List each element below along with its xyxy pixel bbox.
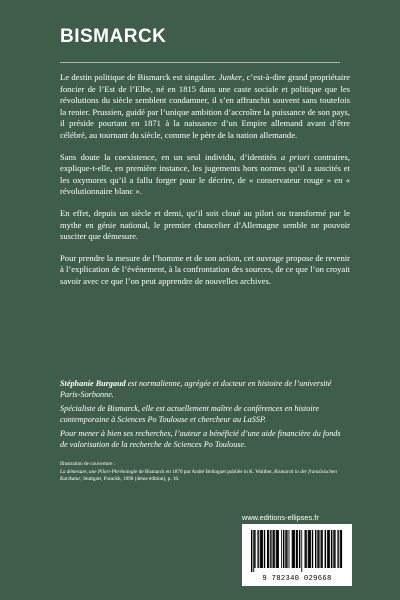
blurb-paragraph-2: Sans doute la coexistence, en un seul individu, d’identités a priori contraires, explique-t-elle, en première instance, les jugements hors normes qu’il a suscités et les oxymores qu’il a fallu forger pour le décrire, de « conservateur rouge » en « révolutionnaire blanc ». <box>60 151 350 197</box>
blurb-emphasis-a-priori: a priori <box>280 151 310 162</box>
author-bio-line-1: Stéphanie Burgaud est normalienne, agrégée et docteur en histoire de l’université Paris-Sorbonne. <box>60 379 332 399</box>
isbn-number: 9 782340 029668 <box>262 575 332 583</box>
book-title: BISMARCK <box>60 26 167 47</box>
credits-text: La démesure, une Pilori-Phrénologie de Bismarck en 1870 par André Belloguet publiée in K. Walther, Bismarck in der französischen Karikatur, Stuttgart, Franckh, 1898 (4ème édition), p. 10. <box>60 468 337 483</box>
blurb-paragraph-3: En effet, depuis un siècle et demi, qu’il soit cloué au pilori ou transformé par le mythe en génie national, le premier chancelier d’Allemagne semble ne pouvoir susciter que démesure. <box>60 207 350 242</box>
author-bio-line-2: Spécialiste de Bismarck, elle est actuellement maître de conférences en histoire contemporaine à Sciences Po Toulouse et chercheur au LaSSP. <box>60 404 320 424</box>
back-cover-blurb <box>60 72 350 298</box>
barcode-icon <box>251 530 343 572</box>
publisher-website: www.editions-ellipses.fr <box>242 513 319 522</box>
blurb-emphasis-junker: Junker <box>218 72 243 82</box>
author-name: Stéphanie Burgaud <box>60 379 126 388</box>
blurb-paragraph-1: Le destin politique de Bismarck est singulier. Junker, c’est-à-dire grand propriétaire foncier de l’Est de l’Elbe, né en 1815 dans une caste sociale et politique que les révolutions du siècle semblent condamner, il s’en affranchit souvent sans toutefois la renier. Prussien, guidé par l’unique ambition d’accroître la puissance de son pays, il préside pourtant en 1871 à la naissance d’un Empire allemand avant d’être célébré, au tournant du siècle, comme le père de la nation allemande. <box>60 72 350 140</box>
author-bio <box>60 378 350 453</box>
blurb-paragraph-4: Pour prendre la mesure de l’homme et de son action, cet ouvrage propose de revenir à l’explication de l’événement, à la confrontation des sources, de ce que l’on croyait savoir avec ce que l’on peut apprendre de nouvelles archives. <box>60 252 350 286</box>
title-divider <box>60 62 340 63</box>
isbn-barcode <box>242 524 352 586</box>
illustration-credits <box>60 461 350 484</box>
author-bio-line-3: Pour mener à bien ses recherches, l’auteur a bénéficié d’une aide financière du fonds de valorisation de la recherche de Sciences Po Toulouse. <box>60 429 341 449</box>
credits-heading: Illustration de couverture : <box>60 461 116 467</box>
